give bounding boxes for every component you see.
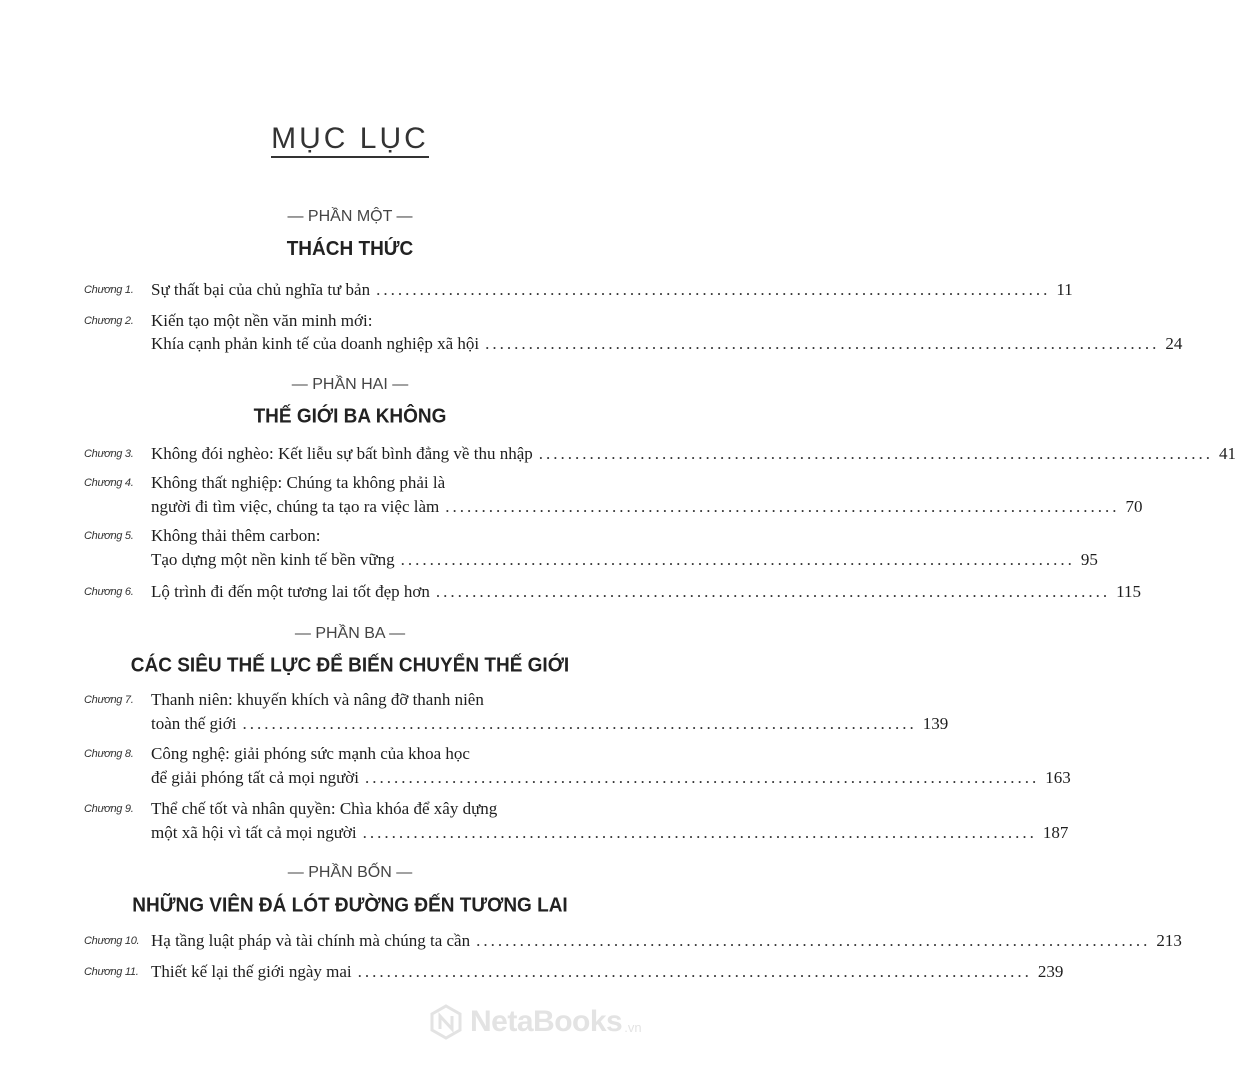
page-number: 239 (1037, 962, 1064, 981)
part-label: — PHẦN BỐN — (287, 864, 413, 881)
chapter-number: Chương 5. (84, 530, 134, 542)
part-title: NHỮNG VIÊN ĐÁ LÓT ĐƯỜNG ĐẾN TƯƠNG LAI (132, 894, 568, 917)
chapter-title: Sự thất bại của chủ nghĩa tư bản (151, 280, 371, 299)
part-title: THẾ GIỚI BA KHÔNG (253, 405, 447, 428)
page-number: 139 (922, 714, 949, 733)
chapter-title: Hạ tầng luật pháp và tài chính mà chúng ta cần (151, 931, 471, 950)
dot-leader: ............................................................................................. (538, 444, 1213, 463)
toc-entry[interactable] (151, 550, 1098, 570)
page-number: 213 (1156, 931, 1182, 950)
chapter-title: để giải phóng tất cả mọi người (151, 768, 359, 787)
dot-leader: ............................................................................................. (357, 962, 1032, 981)
part-title: CÁC SIÊU THẾ LỰC ĐỂ BIẾN CHUYỂN THẾ GIỚI (130, 654, 570, 677)
dot-leader: ............................................................................................. (400, 550, 1075, 569)
toc-entry[interactable] (151, 768, 1071, 788)
chapter-number: Chương 11. (84, 966, 139, 978)
chapter-number: Chương 2. (84, 315, 134, 327)
chapter-title: Lộ trình đi đến một tương lai tốt đẹp hơn (151, 582, 430, 601)
watermark-brand: NetaBooks (470, 1005, 623, 1038)
dot-leader: ............................................................................................. (362, 823, 1037, 842)
part-label: — PHẦN MỘT — (287, 208, 413, 225)
part-label: — PHẦN HAI — (291, 376, 409, 393)
page-number: 24 (1165, 334, 1183, 353)
chapter-title: Không thất nghiệp: Chúng ta không phải là (151, 473, 446, 492)
page-number: 95 (1080, 550, 1098, 569)
chapter-title: Thanh niên: khuyến khích và nâng đỡ thanh niên (151, 690, 484, 709)
watermark-tld: .vn (624, 1019, 642, 1035)
page-number: 41 (1219, 444, 1236, 463)
chapter-title: toàn thế giới (151, 714, 237, 733)
toc-entry[interactable] (151, 444, 1236, 464)
chapter-number: Chương 6. (84, 586, 134, 598)
toc-entry[interactable] (151, 582, 1141, 602)
netabooks-logo-icon (428, 1004, 464, 1040)
toc-entry[interactable] (151, 497, 1143, 517)
chapter-number: Chương 4. (84, 477, 134, 489)
chapter-title: Kiến tạo một nền văn minh mới: (151, 311, 373, 330)
page-number: 187 (1042, 823, 1069, 842)
toc-entry[interactable] (151, 714, 949, 734)
chapter-number: Chương 10. (84, 935, 140, 947)
dot-leader: ............................................................................................. (435, 582, 1111, 601)
chapter-number: Chương 1. (84, 284, 134, 296)
chapter-title: người đi tìm việc, chúng ta tạo ra việc làm (151, 497, 440, 516)
page-number: 70 (1125, 497, 1143, 516)
chapter-title: Thiết kế lại thế giới ngày mai (151, 962, 352, 981)
chapter-title: một xã hội vì tất cả mọi người (151, 823, 357, 842)
page-title: MỤC LỤC (0, 122, 700, 156)
chapter-title: Không thải thêm carbon: (151, 526, 321, 545)
chapter-number: Chương 9. (84, 803, 134, 815)
toc-entry[interactable] (151, 334, 1183, 354)
toc-entry[interactable] (151, 962, 1064, 982)
part-title: THÁCH THỨC (286, 238, 414, 261)
chapter-title: Khía cạnh phản kinh tế của doanh nghiệp xã hội (151, 334, 480, 353)
chapter-number: Chương 3. (84, 448, 134, 460)
chapter-number: Chương 8. (84, 748, 134, 760)
dot-leader: ............................................................................................. (476, 931, 1151, 950)
chapter-title: Công nghệ: giải phóng sức mạnh của khoa học (151, 744, 470, 763)
dot-leader: ............................................................................................. (376, 280, 1051, 299)
chapter-title: Không đói nghèo: Kết liễu sự bất bình đẳng về thu nhập (151, 444, 533, 463)
part-label: — PHẦN BA — (294, 625, 406, 642)
watermark (428, 1004, 642, 1040)
toc-entry[interactable] (151, 280, 1073, 300)
page-number: 11 (1056, 280, 1073, 299)
page-number: 115 (1116, 582, 1141, 601)
dot-leader: ............................................................................................. (485, 334, 1160, 353)
page-number: 163 (1045, 768, 1071, 787)
toc-entry[interactable] (151, 823, 1069, 843)
dot-leader: ............................................................................................. (445, 497, 1120, 516)
toc-entry[interactable] (151, 931, 1182, 951)
dot-leader: ............................................................................................. (242, 714, 917, 733)
chapter-title: Tạo dựng một nền kinh tế bền vững (151, 550, 395, 569)
chapter-title: Thể chế tốt và nhân quyền: Chìa khóa để xây dựng (151, 799, 498, 818)
dot-leader: ............................................................................................. (365, 768, 1040, 787)
chapter-number: Chương 7. (84, 694, 134, 706)
